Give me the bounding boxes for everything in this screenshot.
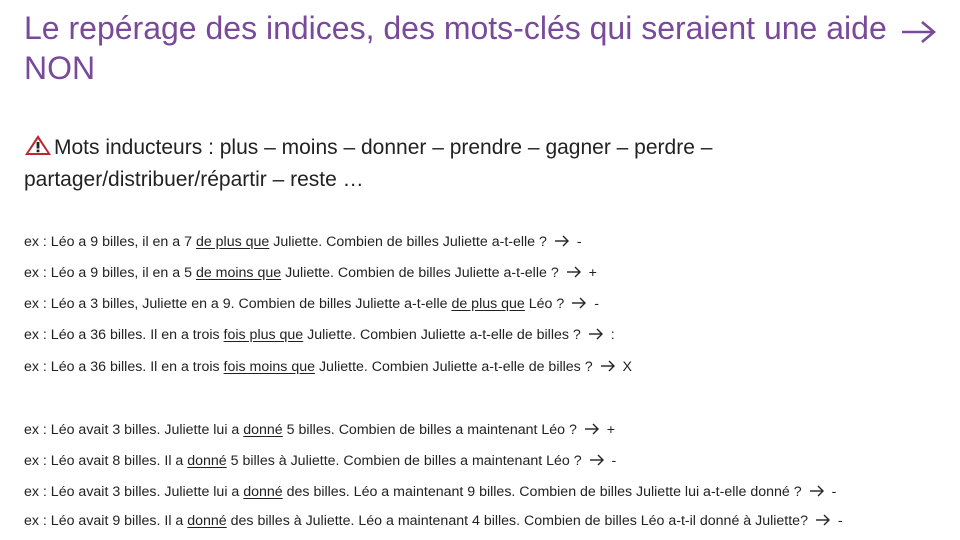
title-answer: NON bbox=[24, 50, 96, 86]
example-line-4: ex : Léo a 36 billes. Il en a trois fois plus que Juliette. Combien Juliette a-t-elle de billes ? : bbox=[24, 327, 615, 343]
example-line-6: ex : Léo avait 3 billes. Juliette lui a donné 5 billes. Combien de billes a maintenant Léo ? + bbox=[24, 422, 616, 438]
arrow-right-icon bbox=[588, 327, 604, 341]
keyword: donné bbox=[187, 453, 227, 469]
warning-icon bbox=[24, 134, 52, 156]
arrow-right-icon bbox=[815, 513, 831, 527]
example-line-8: ex : Léo avait 3 billes. Juliette lui a donné des billes. Léo a maintenant 9 billes. Combien de billes Juliette lui a-t-elle donné ? - bbox=[24, 484, 837, 500]
answer-operator: - bbox=[576, 234, 582, 250]
arrow-right-icon bbox=[554, 234, 570, 248]
answer-operator: - bbox=[594, 296, 599, 312]
answer-operator: : bbox=[610, 327, 615, 343]
arrow-right-icon bbox=[566, 265, 582, 279]
answer-operator: - bbox=[831, 484, 837, 500]
example-line-9: ex : Léo avait 9 billes. Il a donné des billes à Juliette. Léo a maintenant 4 billes. Combien de billes Léo a-t-il donné à Juliette? - bbox=[24, 513, 843, 529]
arrow-right-icon bbox=[600, 359, 616, 373]
arrow-right-icon bbox=[571, 296, 587, 310]
keyword: fois moins que bbox=[223, 359, 316, 375]
example-line-1: ex : Léo a 9 billes, il en a 7 de plus que Juliette. Combien de billes Juliette a-t-elle ? - bbox=[24, 234, 582, 250]
keyword: donné bbox=[243, 422, 283, 438]
answer-operator: + bbox=[588, 265, 597, 281]
example-line-2: ex : Léo a 9 billes, il en a 5 de moins que Juliette. Combien de billes Juliette a-t-elle ? + bbox=[24, 265, 597, 281]
arrow-right-icon bbox=[900, 19, 938, 45]
keyword: de plus que bbox=[451, 296, 525, 312]
answer-operator: + bbox=[606, 422, 616, 438]
title-text: Le repérage des indices, des mots-clés qui seraient une aide bbox=[24, 10, 887, 46]
arrow-right-icon bbox=[589, 453, 605, 467]
example-line-3: ex : Léo a 3 billes, Juliette en a 9. Combien de billes Juliette a-t-elle de plus que Léo ? - bbox=[24, 296, 599, 312]
arrow-right-icon bbox=[584, 422, 600, 436]
arrow-right-icon bbox=[809, 484, 825, 498]
keyword: fois plus que bbox=[223, 327, 304, 343]
inducer-words-text: Mots inducteurs : plus – moins – donner – prendre – gagner – perdre – partager/distribuer/répartir – reste … bbox=[24, 136, 713, 191]
slide-title bbox=[24, 8, 944, 88]
example-line-7: ex : Léo avait 8 billes. Il a donné 5 billes à Juliette. Combien de billes a maintenant Léo ? - bbox=[24, 453, 617, 469]
keyword: de moins que bbox=[195, 265, 282, 281]
answer-operator: - bbox=[837, 513, 843, 529]
inducer-words bbox=[24, 132, 954, 196]
answer-operator: - bbox=[611, 453, 617, 469]
keyword: donné bbox=[187, 513, 227, 529]
keyword: de plus que bbox=[195, 234, 270, 250]
example-line-5: ex : Léo a 36 billes. Il en a trois fois moins que Juliette. Combien Juliette a-t-elle de billes ? X bbox=[24, 359, 632, 375]
keyword: donné bbox=[243, 484, 283, 500]
answer-operator: X bbox=[622, 359, 632, 375]
